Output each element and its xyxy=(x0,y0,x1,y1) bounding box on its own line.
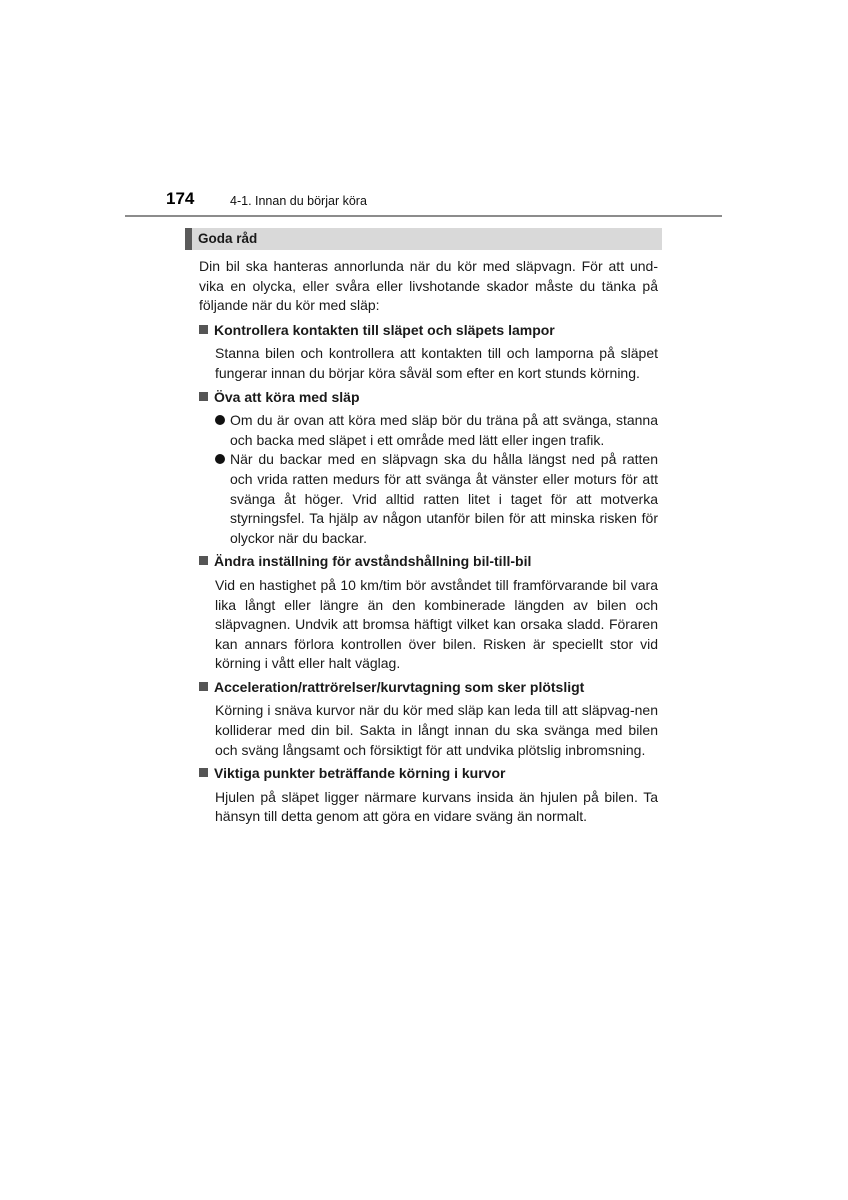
advice-content xyxy=(199,257,658,831)
section-heading-text: Viktiga punkter beträffande körning i kurvor xyxy=(214,765,506,782)
section-heading xyxy=(199,388,658,408)
box-title: Goda råd xyxy=(185,228,662,250)
bullet-list xyxy=(215,411,658,548)
list-item-text: Om du är ovan att köra med släp bör du träna på att svänga, stanna och backa med släpet i ett område med lätt eller ingen trafik. xyxy=(230,412,658,448)
section-body: Körning i snäva kurvor när du kör med släp kan leda till att släpvag-nen kolliderar med din bil. Sakta in långt innan du ska svänga med bilen och sväng långsamt och försiktigt för att undvika plötslig inbromsning. xyxy=(215,702,658,758)
list-item-text: När du backar med en släpvagn ska du hålla längst ned på ratten och vrida ratten medurs för att svänga åt vänster eller moturs för att svänga åt höger. Vrid alltid ratten litet i taget för att motverka styrningsfel. Ta hjälp av någon utanför bilen för att minska risken för olyckor när du backar. xyxy=(230,451,658,546)
intro-paragraph: Din bil ska hanteras annorlunda när du kör med släpvagn. För att und-vika en olycka, eller svåra eller livshotande skador måste du tänka på följande när du kör med släp: xyxy=(199,258,658,314)
section-heading-text: Kontrollera kontakten till släpet och släpets lampor xyxy=(214,321,555,338)
section-heading xyxy=(199,764,658,784)
square-bullet-icon xyxy=(199,556,208,565)
header-divider xyxy=(125,215,722,217)
section-heading-text: Ändra inställning för avståndshållning bil-till-bil xyxy=(214,553,532,570)
section-heading-text: Öva att köra med släp xyxy=(214,388,360,405)
section-heading xyxy=(199,321,658,341)
round-bullet-icon xyxy=(215,454,225,464)
square-bullet-icon xyxy=(199,392,208,401)
square-bullet-icon xyxy=(199,325,208,334)
section-body: Vid en hastighet på 10 km/tim bör avståndet till framförvarande bil vara lika långt eller längre än den kombinerade längden av bilen och släpvagnen. Undvik att bromsa häftigt vilket kan orsaka sladd. Föraren kan annars förlora kontrollen över bilen. Risken är speciellt stor vid körning i vått eller halt väglag. xyxy=(215,576,658,672)
section-body: Stanna bilen och kontrollera att kontakten till och lamporna på släpet fungerar innan du börjar köra såväl som efter en kort stunds körning. xyxy=(215,345,658,381)
section-heading xyxy=(199,552,658,572)
square-bullet-icon xyxy=(199,768,208,777)
section-title: 4-1. Innan du börjar köra xyxy=(230,194,367,208)
section-body: Hjulen på släpet ligger närmare kurvans insida än hjulen på bilen. Ta hänsyn till detta genom att göra en vidare sväng än normalt. xyxy=(215,788,658,825)
round-bullet-icon xyxy=(215,415,225,425)
list-item xyxy=(215,411,658,450)
list-item xyxy=(215,450,658,548)
section-heading xyxy=(199,678,658,698)
page-header xyxy=(0,0,848,220)
section-heading-text: Acceleration/rattrörelser/kurvtagning som sker plötsligt xyxy=(214,678,585,695)
page-number: 174 xyxy=(166,189,195,208)
square-bullet-icon xyxy=(199,682,208,691)
